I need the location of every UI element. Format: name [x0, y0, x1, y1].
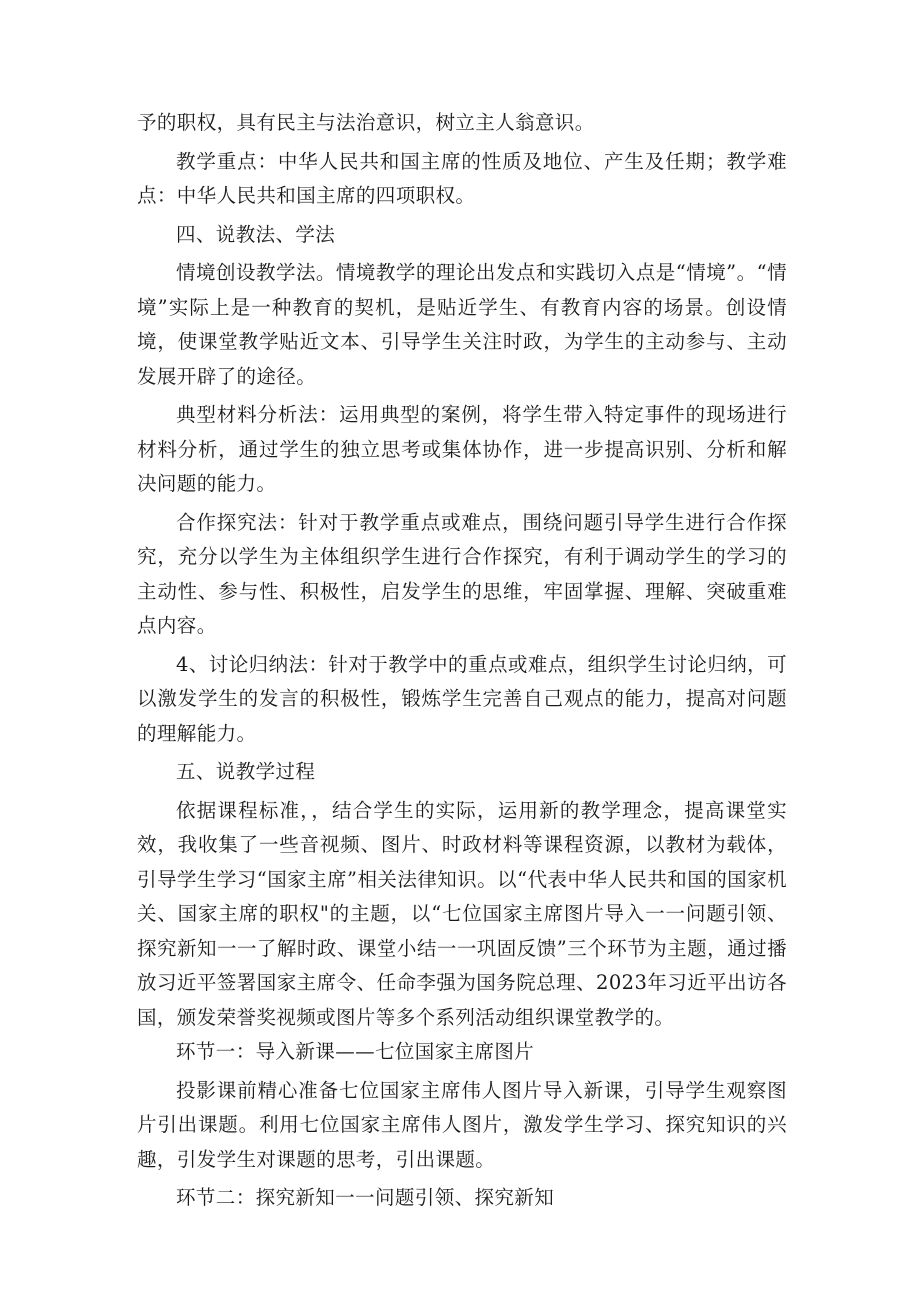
section-heading-process: 五、说教学过程 — [176, 760, 316, 783]
paragraph-continuation: 予的职权，具有民主与法治意识，树立主人翁意识。 — [137, 111, 595, 134]
subheading-step-two: 环节二：探究新知一一问题引领、探究新知 — [176, 1186, 555, 1209]
subheading-step-one: 环节一：导入新课——七位国家主席图片 — [176, 1040, 535, 1063]
paragraph-discussion-method: 4、讨论归纳法：针对于教学中的重点或难点，组织学生讨论归纳，可以激发学生的发言的积极性，锻炼学生完善自己观点的能力，提高对问题的理解能力。 — [137, 652, 787, 745]
paragraph-case-analysis-method: 典型材料分析法：运用典型的案例，将学生带入特定事件的现场进行材料分析，通过学生的独立思考或集体协作，进一步提高识别、分析和解决问题的能力。 — [137, 403, 787, 495]
section-heading-methods: 四、说教法、学法 — [176, 222, 336, 246]
paragraph-cooperative-method: 合作探究法：针对于教学重点或难点，围绕问题引导学生进行合作探究，充分以学生为主体组织学生进行合作探究，有利于调动学生的学习的主动性、参与性、积极性，启发学生的思维，牢固掌握、理解、突破重难点内容。 — [137, 510, 787, 637]
paragraph-situational-method: 情境创设教学法。情境教学的理论出发点和实践切入点是“情境”。“情境”实际上是一种教育的契机，是贴近学生、有教育内容的场景。创设情境，使课堂教学贴近文本、引导学生关注时政，为学生的主动参与、主动发展开辟了的途径。 — [137, 261, 787, 388]
paragraph-process-overview: 依据课程标准，，结合学生的实际，运用新的教学理念，提高课堂实效，我收集了一些音视频、图片、时政材料等课程资源，以教材为载体，引导学生学习“国家主席”相关法律知识。以“代表中华人民共和国的国家机关、国家主席的职权"的主题，以“七位国家主席图片导入一一问题引领、探究新知一一了解时政、课堂小结一一巩固反馈”三个环节为主题，通过播放习近平签署国家主席令、任命李强为国务院总理、2023年习近平出访各国，颁发荣誉奖视频或图片等多个系列活动组织课堂教学的。 — [137, 798, 787, 1029]
paragraph-step-one: 投影课前精心准备七位国家主席伟人图片导入新课，引导学生观察图片引出课题。利用七位国家主席伟人图片，激发学生学习、探究知识的兴趣，引发学生对课题的思考，引出课题。 — [137, 1078, 787, 1171]
paragraph-teaching-focus: 教学重点：中华人民共和国主席的性质及地位、产生及任期；教学难点：中华人民共和国主席的四项职权。 — [137, 149, 787, 207]
document-body — [137, 106, 787, 1216]
